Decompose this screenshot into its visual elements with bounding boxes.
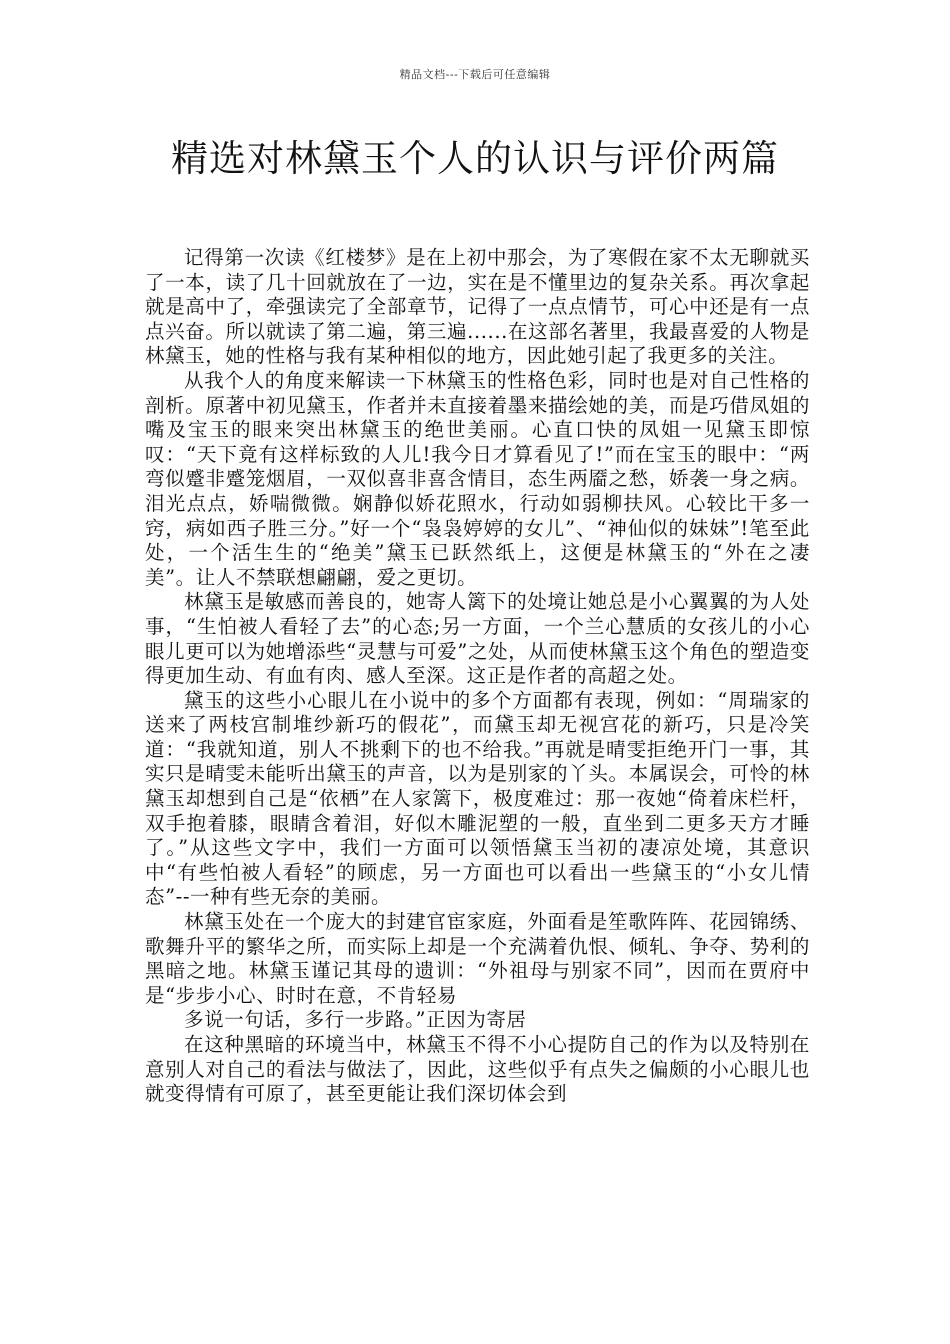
- paragraph: 多说一句话，多行一步路。”正因为寄居: [184, 1008, 527, 1032]
- document-body: [145, 246, 810, 1107]
- paragraph: 林黛玉是敏感而善良的，她寄人篱下的处境让她总是小心翼翼的为人处事，“生怕被人看轻了去”的心态;另一方面，一个兰心慧质的女孩儿的小心眼儿更可以为她增添些“灵慧与可爱”之处，从而使林黛玉这个角色的塑造变得更加生动、有血有肉、感人至深。这正是作者的高超之处。: [145, 590, 810, 688]
- paragraph: 黛玉的这些小心眼儿在小说中的多个方面都有表现，例如：“周瑞家的送来了两枝宫制堆纱新巧的假花”，而黛玉却无视宫花的新巧，只是冷笑道：“我就知道，别人不挑剩下的也不给我。”再就是晴雯拒绝开门一事，其实只是晴雯未能听出黛玉的声音，以为是别家的丫头。本属误会，可怜的林黛玉却想到自己是“依栖”在人家篱下，极度难过：那一夜她“倚着床栏杆，双手抱着膝，眼睛含着泪，好似木雕泥塑的一般，直坐到二更多天方才睡了。”从这些文字中，我们一方面可以领悟黛玉当初的凄凉处境，其意识中“有些怕被人看轻”的顾虑，另一方面也可以看出一些黛玉的“小女儿情态”--一种有些无奈的美丽。: [145, 688, 810, 909]
- paragraph: 在这种黑暗的环境当中，林黛玉不得不小心提防自己的作为以及特别在意别人对自己的看法与做法了，因此，这些似乎有点失之偏颇的小心眼儿也就变得情有可原了，甚至更能让我们深切体会到: [145, 1033, 810, 1106]
- paragraph: 从我个人的角度来解读一下林黛玉的性格色彩，同时也是对自己性格的剖析。原著中初见黛玉，作者并未直接着墨来描绘她的美，而是巧借凤姐的嘴及宝玉的眼来突出林黛玉的绝世美丽。心直口快的凤姐一见黛玉即惊叹：“天下竟有这样标致的人儿!我今日才算看见了!”而在宝玉的眼中：“两弯似蹙非蹙笼烟眉，一双似喜非喜含情目，态生两靥之愁，娇袭一身之病。泪光点点，娇喘微微。娴静似娇花照水，行动如弱柳扶风。心较比干多一窍，病如西子胜三分。”好一个“袅袅婷婷的女儿”、“神仙似的妹妹”!笔至此处，一个活生生的“绝美”黛玉已跃然纸上，这便是林黛玉的“外在之凄美”。让人不禁联想翩翩，爱之更切。: [145, 368, 810, 589]
- header-note: 精品文档---下载后可任意编辑: [399, 68, 551, 81]
- page-title: 精选对林黛玉个人的认识与评价两篇: [171, 137, 779, 180]
- paragraph: 林黛玉处在一个庞大的封建官宦家庭，外面看是笙歌阵阵、花园锦绣、歌舞升平的繁华之所，而实际上却是一个充满着仇恨、倾轧、争夺、势利的黑暗之地。林黛玉谨记其母的遗训：“外祖母与别家不同”，因而在贾府中是“步步小心、时时在意，不肯轻易: [145, 910, 810, 1007]
- paragraph: 记得第一次读《红楼梦》是在上初中那会，为了寒假在家不太无聊就买了一本，读了几十回就放在了一边，实在是不懂里边的复杂关系。再次拿起就是高中了，牵强读完了全部章节，记得了一点点情节，可心中还是有一点点兴奋。所以就读了第二遍，第三遍......在这部名著里，我最喜爱的人物是林黛玉，她的性格与我有某种相似的地方，因此她引起了我更多的关注。: [145, 246, 810, 368]
